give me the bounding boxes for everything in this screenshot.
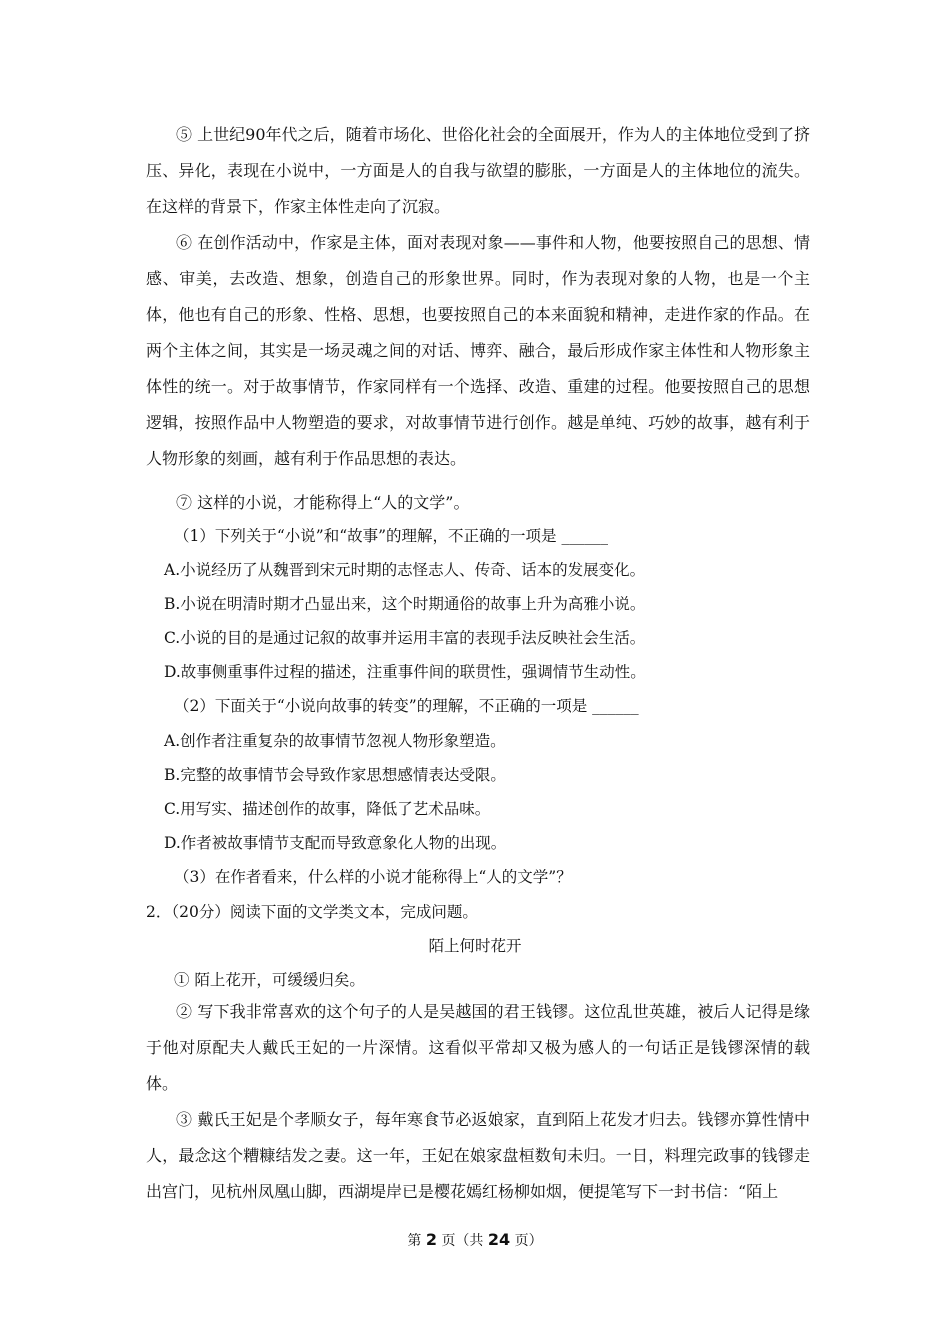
question-3: （3）在作者看来，什么样的小说才能称得上“人的文学”？ xyxy=(174,868,572,886)
page-footer xyxy=(0,1230,950,1251)
paragraph-6: ⑥ 在创作活动中，作家是主体，面对表现对象——事件和人物，他要按照自己的思想、情感、审美，去改造、想象，创造自己的形象世界。同时，作为表现对象的人物，也是一个主体，他也有自己的形象、性格、思想，也要按照自己的本来面貌和精神，走进作家的作品。在两个主体之间，其实是一场灵魂之间的对话、博弈、融合，最后形成作家主体性和人物形象主体性的统一。对于故事情节，作家同样有一个选择、改造、重建的过程。他要按照自己的思想逻辑，按照作品中人物塑造的要求，对故事情节进行创作。越是单纯、巧妙的故事，越有利于人物形象的刻画，越有利于作品思想的表达。 xyxy=(146,233,810,468)
footer-total-pages: 24 xyxy=(487,1230,511,1249)
footer-page-number: 2 xyxy=(425,1230,437,1249)
paragraph-7: ⑦ 这样的小说，才能称得上“人的文学”。 xyxy=(176,493,470,512)
q2-option-b: B.完整的故事情节会导致作家思想感情表达受限。 xyxy=(164,766,506,784)
footer-prefix: 第 xyxy=(407,1233,422,1249)
q1-option-d: D.故事侧重事件过程的描述，注重事件间的联贯性，强调情节生动性。 xyxy=(164,663,646,681)
q1-option-b: B.小说在明清时期才凸显出来，这个时期通俗的故事上升为高雅小说。 xyxy=(164,595,646,613)
question-2: （2）下面关于“小说向故事的转变”的理解，不正确的一项是 ______ xyxy=(174,697,639,715)
article-title: 陌上何时花开 xyxy=(428,937,522,955)
q2-option-d: D.作者被故事情节支配而导致意象化人物的出现。 xyxy=(164,834,507,852)
q2-option-c: C.用写实、描述创作的故事，降低了艺术品味。 xyxy=(164,800,491,818)
article-paragraph-3: ③ 戴氏王妃是个孝顺女子，每年寒食节必返娘家，直到陌上花发才归去。钱镠亦算性情中人，最念这个糟糠结发之妻。这一年，王妃在娘家盘桓数旬未归。一日，料理完政事的钱镠走出宫门，见杭州凤凰山脚，西湖堤岸已是樱花嫣红杨柳如烟，便提笔写下一封书信：“陌上 xyxy=(146,1110,810,1201)
q2-option-a: A.创作者注重复杂的故事情节忽视人物形象塑造。 xyxy=(164,732,506,750)
paragraph-5: ⑤ 上世纪90年代之后，随着市场化、世俗化社会的全面展开，作为人的主体地位受到了挤压、异化，表现在小说中，一方面是人的自我与欲望的膨胀，一方面是人的主体地位的流失。在这样的背景下，作家主体性走向了沉寂。 xyxy=(146,125,810,216)
q1-option-a: A.小说经历了从魏晋到宋元时期的志怪志人、传奇、话本的发展变化。 xyxy=(164,561,646,579)
question-1: （1）下列关于“小说”和“故事”的理解，不正确的一项是 ______ xyxy=(174,527,608,545)
footer-suffix: 页） xyxy=(514,1233,543,1249)
q1-option-c: C.小说的目的是通过记叙的故事并运用丰富的表现手法反映社会生活。 xyxy=(164,629,646,647)
article-paragraph-2: ② 写下我非常喜欢的这个句子的人是吴越国的君王钱镠。这位乱世英雄，被后人记得是缘于他对原配夫人戴氏王妃的一片深情。这看似平常却又极为感人的一句话正是钱镠深情的载体。 xyxy=(146,1002,810,1093)
article-paragraph-1: ① 陌上花开，可缓缓归矣。 xyxy=(174,971,365,989)
section-2-heading: 2．（20分）阅读下面的文学类文本，完成问题。 xyxy=(146,903,478,921)
footer-mid: 页（共 xyxy=(441,1233,484,1249)
